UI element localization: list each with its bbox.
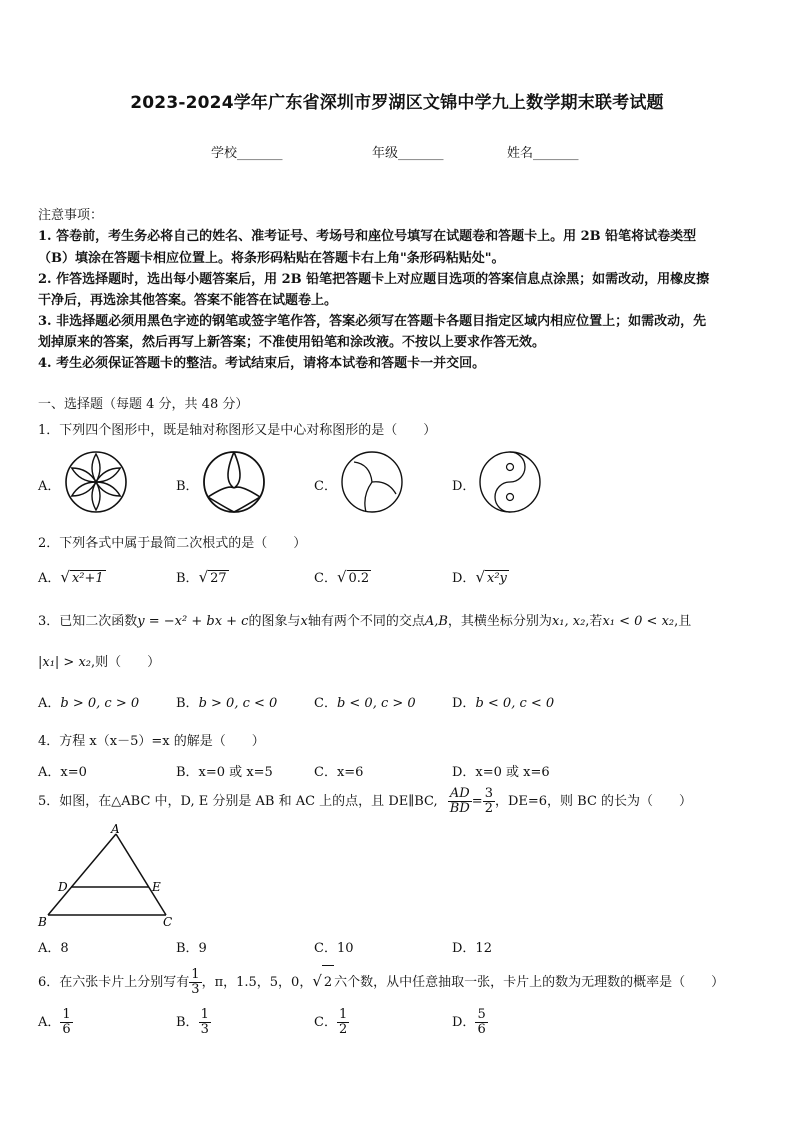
section-heading: 一、选择题（每题 4 分，共 48 分） — [38, 397, 249, 412]
vertex-label: C — [163, 915, 173, 929]
q5-option-c: C．10 — [314, 941, 354, 956]
q1-option-b-label: B． — [176, 479, 199, 494]
notice-line: 划掉原来的答案，然后再写上新答案；不准使用铅笔和涂改液。不按以上要求作答无效。 — [38, 335, 546, 350]
q2-option-c-value: 0.2 — [348, 571, 370, 586]
q6-stem: 6．在六张卡片上分别写有 $\frac{1}{3}$ ，π，1.5，5，0，√ 2 六个数，从中任意抽取一张，卡片上的数为无理数的概率是（ ） — [38, 964, 724, 1000]
q4-option-d: D．x=0 或 x=6 — [452, 765, 550, 780]
notice-line: 4. 考生必须保证答题卡的整洁。考试结束后，请将本试卷和答题卡一并交回。 — [38, 356, 486, 371]
q6-option-c: C． $\frac{1}{2}$ — [314, 1007, 348, 1037]
name-field: 姓名_______ — [507, 146, 579, 161]
q6-fraction: $\frac{1}{3}$ — [191, 967, 200, 997]
sqrt-icon: √ — [312, 972, 322, 990]
q5-option-d: D．12 — [452, 941, 492, 956]
q3-function: y = −x² + bx + c — [137, 614, 249, 629]
q2-option-c-label: C． — [314, 571, 337, 586]
q4-option-c: C．x=6 — [314, 765, 364, 780]
q2-option-d-label: D． — [452, 571, 476, 586]
q4-option-a: A．x=0 — [38, 765, 87, 780]
page-title: 2023-2024学年广东省深圳市罗湖区文锦中学九上数学期末联考试题 — [130, 93, 664, 113]
q1-stem: 1．下列四个图形中，既是轴对称图形又是中心对称图形的是（ ） — [38, 423, 437, 438]
q2-option-a-value: x²+1 — [71, 571, 104, 586]
notice-line: （B）填涂在答题卡相应位置上。将条形码粘贴在答题卡右上角"条形码粘贴处"。 — [38, 251, 505, 266]
q3-option-b: B．b > 0, c < 0 — [176, 696, 278, 711]
q2-option-a — [38, 567, 106, 586]
notice-heading: 注意事项： — [38, 208, 104, 223]
q4-stem: 4．方程 x（x－5）=x 的解是（ ） — [38, 734, 265, 749]
q5-option-a: A．8 — [38, 941, 69, 956]
yin-yang-figure-icon — [478, 450, 542, 514]
q3-option-a: A．b > 0, c > 0 — [38, 696, 140, 711]
vertex-label: E — [152, 880, 161, 894]
q2-option-b — [176, 567, 229, 586]
notice-line: 2. 作答选择题时，选出每小题答案后，用 2B 铅笔把答题卡上对应题目选项的答案信息点涂黑；如需改动，用橡皮擦 — [38, 272, 710, 287]
q2-option-b-label: B． — [176, 571, 199, 586]
sqrt-icon: √ — [475, 568, 485, 586]
sqrt-icon: √ — [60, 568, 70, 586]
q1-option-d-label: D． — [452, 479, 476, 494]
q2-stem: 2．下列各式中属于最简二次根式的是（ ） — [38, 536, 307, 551]
q3-stem-line2: |x₁| > x₂,则（ ） — [38, 655, 161, 670]
flower-figure-icon — [64, 450, 128, 514]
q5-ratio-value: $\frac{3}{2}$ — [484, 786, 493, 816]
q3-stem: 3．已知二次函数y = −x² + bx + c的图象与x轴有两个不同的交点A,B，其横坐标分别为x₁, x₂,若x₁ < 0 < x₂,且 — [38, 614, 692, 629]
q3-option-c: C．b < 0, c > 0 — [314, 696, 416, 711]
notice-line: 干净后，再选涂其他答案。答案不能答在试题卷上。 — [38, 293, 338, 308]
three-arc-figure-icon — [202, 450, 266, 514]
q6-option-b: B． $\frac{1}{3}$ — [176, 1007, 209, 1037]
q1-option-c-label: C． — [314, 479, 337, 494]
school-field: 学校_______ — [211, 146, 283, 161]
q6-option-d: D． $\frac{5}{6}$ — [452, 1007, 486, 1037]
notice-line: 3. 非选择题必须用黑色字迹的钢笔或签字笔作答，答案必须写在答题卡各题目指定区域内相应位置上；如需改动，先 — [38, 314, 707, 329]
q2-option-c — [314, 567, 371, 586]
grade-field: 年级_______ — [372, 146, 444, 161]
q5-ratio-fraction: $\frac{AD}{BD}$ — [449, 786, 470, 816]
q6-option-a: A． $\frac{1}{6}$ — [38, 1007, 71, 1037]
vertex-label: D — [58, 880, 68, 894]
q4-option-b: B．x=0 或 x=5 — [176, 765, 273, 780]
q2-option-d — [452, 567, 509, 586]
q3-option-d: D．b < 0, c < 0 — [452, 696, 555, 711]
q2-option-a-label: A． — [38, 571, 61, 586]
swirl-figure-icon — [340, 450, 404, 514]
q2-option-d-value: x²y — [487, 571, 507, 586]
sqrt-icon: √ — [198, 568, 209, 586]
sqrt-icon: √ — [336, 568, 347, 586]
q5-option-b: B．9 — [176, 941, 207, 956]
triangle-figure — [36, 822, 181, 930]
q2-option-b-value: 27 — [210, 571, 227, 586]
q1-option-a-label: A． — [38, 479, 61, 494]
vertex-label: B — [38, 915, 47, 929]
q5-stem: 5．如图，在△ABC 中，D, E 分别是 AB 和 AC 上的点，且 DE∥BC, $\frac{AD}{BD}$ = $\frac{3}{2}$ ，DE=6，则 BC 的长为（ ） — [38, 786, 693, 816]
vertex-label: A — [111, 822, 120, 836]
notice-line: 1. 答卷前，考生务必将自己的姓名、准考证号、考场号和座位号填写在试题卷和答题卡上。用 2B 铅笔将试卷类型 — [38, 229, 697, 244]
